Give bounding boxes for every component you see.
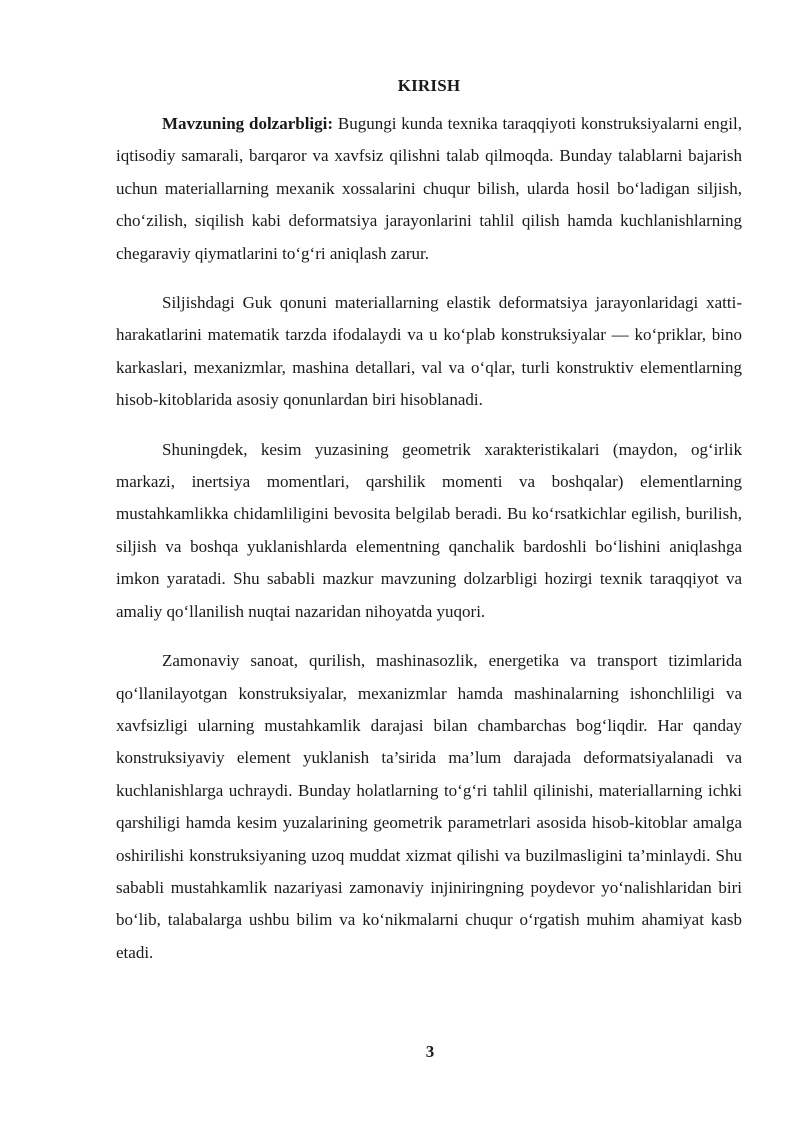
page-number: 3 (425, 1042, 435, 1061)
intro-text: Bugungi kunda texnika taraqqiyoti konstruksiyalarni engil, iqtisodiy samarali, barqaror va xavfsiz qilishni talab qilmoqda. Bunday talablarni bajarish uchun materiallarning mexanik xossalarini chuqur bilish, ularda hosil bo‘ladigan siljish, cho‘zilish, siqilish kabi deformatsiya jarayonlarini tahlil qilish hamda kuchlanishlarning chegaraviy qiymatlarini to‘g‘ri aniqlash zarur. (116, 114, 742, 263)
body-paragraph: Zamonaviy sanoat, qurilish, mashinasozlik, energetika va transport tizimlarida qo‘llanilayotgan konstruksiyalar, mexanizmlar hamda mashinalarning ishonchliligi va xavfsizligi ularning mustahkamlik darajasi bilan chambarchas bog‘liqdir. Har qanday konstruksiyaviy element yuklanish ta’sirida ma’lum darajada deformatsiyalanadi va kuchlanishlarga uchraydi. Bunday holatlarning to‘g‘ri tahlil qilinishi, materiallarning ichki qarshiligi hamda kesim yuzalarining geometrik parametrlari asosida hisob-kitoblar amalga oshirilishi konstruksiyaning uzoq muddat xizmat qilishi va buzilmasligini ta’minlaydi. Shu sababli mustahkamlik nazariyasi zamonaviy injiniringning poydevor yo‘nalishlaridan biri bo‘lib, talabalarga ushbu bilim va ko‘nikmalarni chuqur o‘rgatish muhim ahamiyat kasb etadi. (116, 651, 742, 962)
body-paragraph: Siljishdagi Guk qonuni materiallarning elastik deformatsiya jarayonlaridagi xatti-harakatlarini matematik tarzda ifodalaydi va u ko‘plab konstruksiyalar — ko‘priklar, bino karkaslari, mexanizmlar, mashina detallari, val va o‘qlar, turli konstruktiv elementlarning hisob-kitoblarida asosiy qonunlardan biri hisoblanadi. (116, 293, 742, 410)
body-paragraph: Shuningdek, kesim yuzasining geometrik xarakteristikalari (maydon, og‘irlik markazi, inertsiya momentlari, qarshilik momenti va boshqalar) elementlarning mustahkamlikka chidamliligini bevosita belgilab beradi. Bu ko‘rsatkichlar egilish, burilish, siljish va boshqa yuklanishlarda elementning qanchalik bardoshli bo‘lishini aniqlashga imkon yaratadi. Shu sababli mazkur mavzuning dolzarbligi hozirgi texnik taraqqiyot va amaliy qo‘llanilish nuqtai nazaridan nihoyatda yuqori. (116, 439, 742, 621)
intro-paragraph (116, 108, 742, 270)
section-title: KIRISH (397, 76, 461, 95)
document-page (116, 70, 742, 986)
intro-lead: Mavzuning dolzarbligi: (162, 114, 334, 133)
